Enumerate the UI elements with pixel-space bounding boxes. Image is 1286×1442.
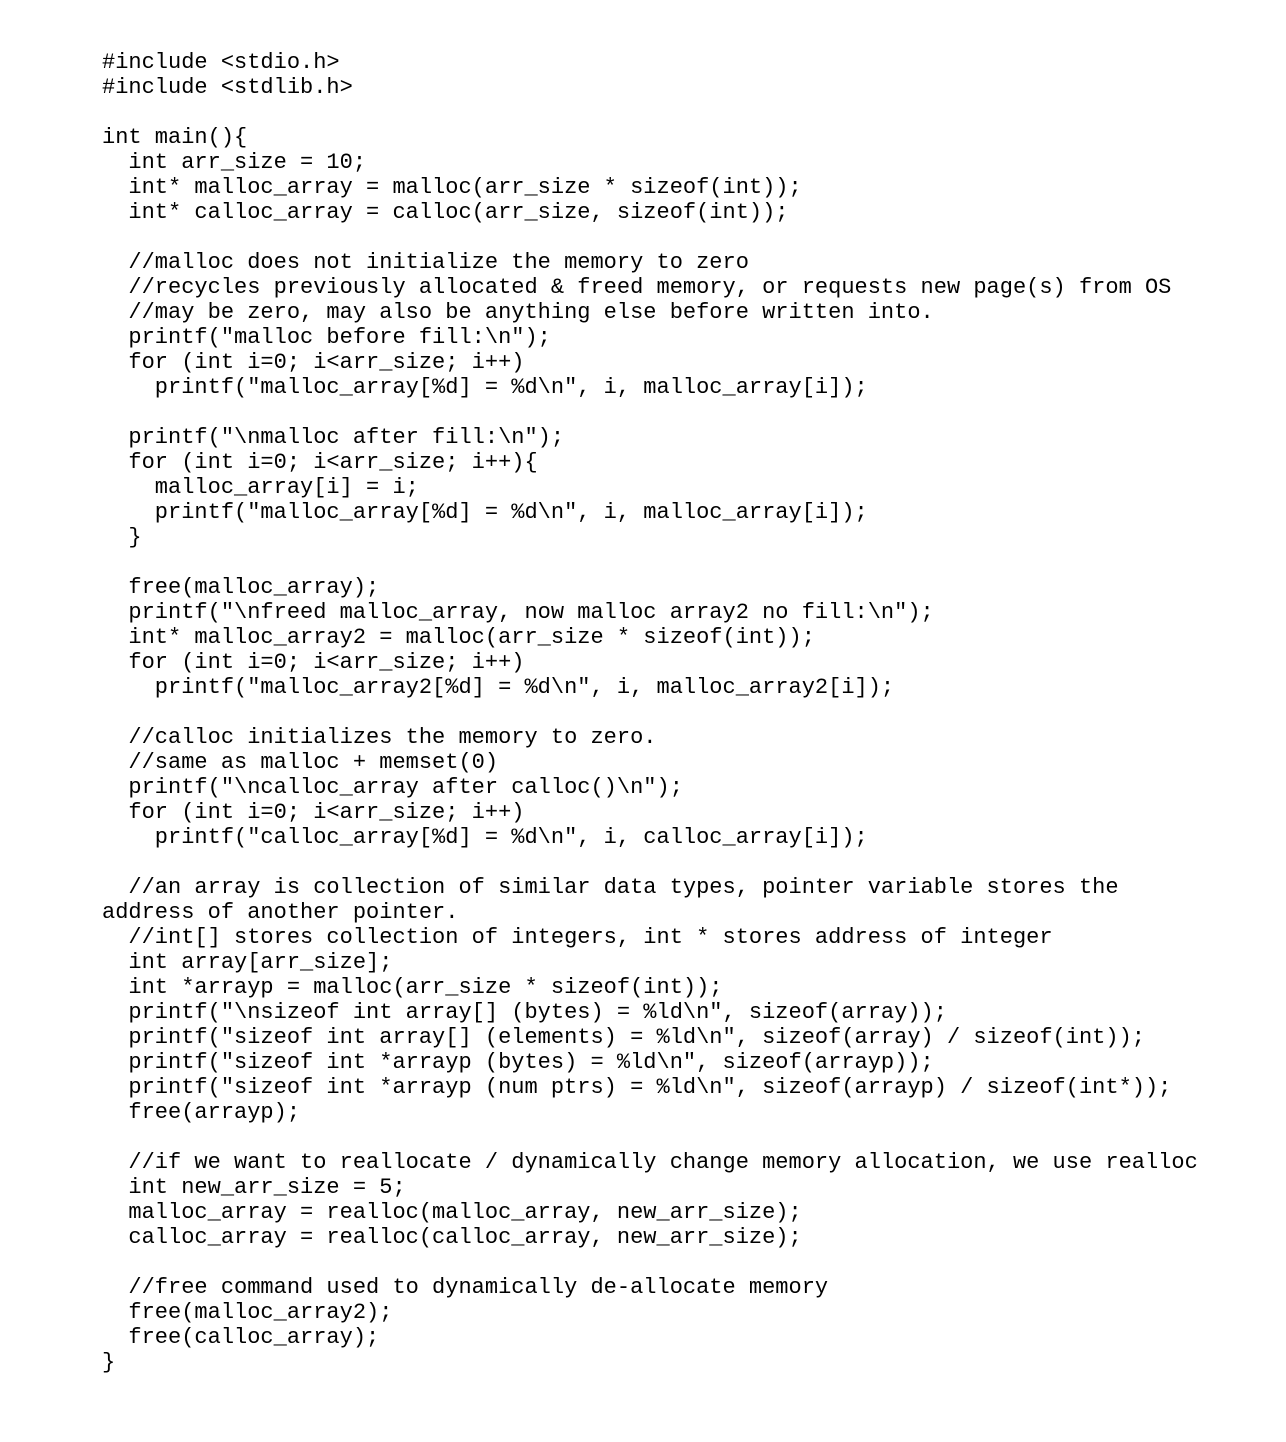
code-line: int main(){: [102, 125, 248, 150]
code-line: //if we want to reallocate / dynamically change memory allocation, we use realloc: [102, 1150, 1198, 1175]
code-line: //recycles previously allocated & freed memory, or requests new page(s) from OS: [102, 275, 1172, 300]
code-line: //free command used to dynamically de-allocate memory: [102, 1275, 829, 1300]
code-line: address of another pointer.: [102, 900, 459, 925]
code-line: int* malloc_array = malloc(arr_size * sizeof(int));: [102, 175, 802, 200]
code-line: free(malloc_array2);: [102, 1300, 393, 1325]
code-line: [102, 550, 1198, 575]
code-line: free(arrayp);: [102, 1100, 301, 1125]
code-line: printf("malloc_array2[%d] = %d\n", i, malloc_array2[i]);: [102, 675, 895, 700]
code-line: //same as malloc + memset(0): [102, 750, 499, 775]
code-line: [102, 1250, 1198, 1275]
code-line: for (int i=0; i<arr_size; i++){: [102, 450, 538, 475]
code-line: calloc_array = realloc(calloc_array, new_arr_size);: [102, 1225, 802, 1250]
code-line: for (int i=0; i<arr_size; i++): [102, 800, 525, 825]
code-block: [102, 50, 1198, 1375]
code-line: int arr_size = 10;: [102, 150, 367, 175]
code-line: printf("sizeof int *arrayp (num ptrs) = %ld\n", sizeof(arrayp) / sizeof(int*));: [102, 1075, 1172, 1100]
code-line: for (int i=0; i<arr_size; i++): [102, 650, 525, 675]
code-line: int *arrayp = malloc(arr_size * sizeof(int));: [102, 975, 723, 1000]
code-line: printf("malloc_array[%d] = %d\n", i, malloc_array[i]);: [102, 375, 868, 400]
code-line: printf("calloc_array[%d] = %d\n", i, calloc_array[i]);: [102, 825, 868, 850]
code-line: for (int i=0; i<arr_size; i++): [102, 350, 525, 375]
code-line: printf("sizeof int *arrayp (bytes) = %ld\n", sizeof(arrayp));: [102, 1050, 934, 1075]
code-line: [102, 1125, 1198, 1150]
code-line: int array[arr_size];: [102, 950, 393, 975]
code-line: #include <stdio.h>: [102, 50, 340, 75]
code-line: //an array is collection of similar data types, pointer variable stores the: [102, 875, 1119, 900]
code-line: }: [102, 1350, 116, 1375]
code-line: int* malloc_array2 = malloc(arr_size * sizeof(int));: [102, 625, 815, 650]
code-line: [102, 400, 1198, 425]
code-line: }: [102, 525, 142, 550]
code-line: //may be zero, may also be anything else before written into.: [102, 300, 934, 325]
code-line: free(malloc_array);: [102, 575, 380, 600]
code-line: printf("malloc before fill:\n");: [102, 325, 551, 350]
code-line: [102, 100, 1198, 125]
code-line: int* calloc_array = calloc(arr_size, sizeof(int));: [102, 200, 789, 225]
code-line: printf("malloc_array[%d] = %d\n", i, malloc_array[i]);: [102, 500, 868, 525]
code-line: int new_arr_size = 5;: [102, 1175, 406, 1200]
code-line: printf("\nsizeof int array[] (bytes) = %ld\n", sizeof(array));: [102, 1000, 947, 1025]
code-line: printf("\ncalloc_array after calloc()\n");: [102, 775, 683, 800]
code-line: printf("\nmalloc after fill:\n");: [102, 425, 565, 450]
code-line: #include <stdlib.h>: [102, 75, 353, 100]
code-line: printf("sizeof int array[] (elements) = %ld\n", sizeof(array) / sizeof(int));: [102, 1025, 1145, 1050]
code-line: malloc_array = realloc(malloc_array, new_arr_size);: [102, 1200, 802, 1225]
code-line: malloc_array[i] = i;: [102, 475, 419, 500]
code-line: [102, 850, 1198, 875]
code-line: //malloc does not initialize the memory to zero: [102, 250, 749, 275]
code-line: [102, 700, 1198, 725]
code-line: printf("\nfreed malloc_array, now malloc array2 no fill:\n");: [102, 600, 934, 625]
code-line: free(calloc_array);: [102, 1325, 380, 1350]
code-line: //int[] stores collection of integers, int * stores address of integer: [102, 925, 1053, 950]
code-line: //calloc initializes the memory to zero.: [102, 725, 657, 750]
code-line: [102, 225, 1198, 250]
